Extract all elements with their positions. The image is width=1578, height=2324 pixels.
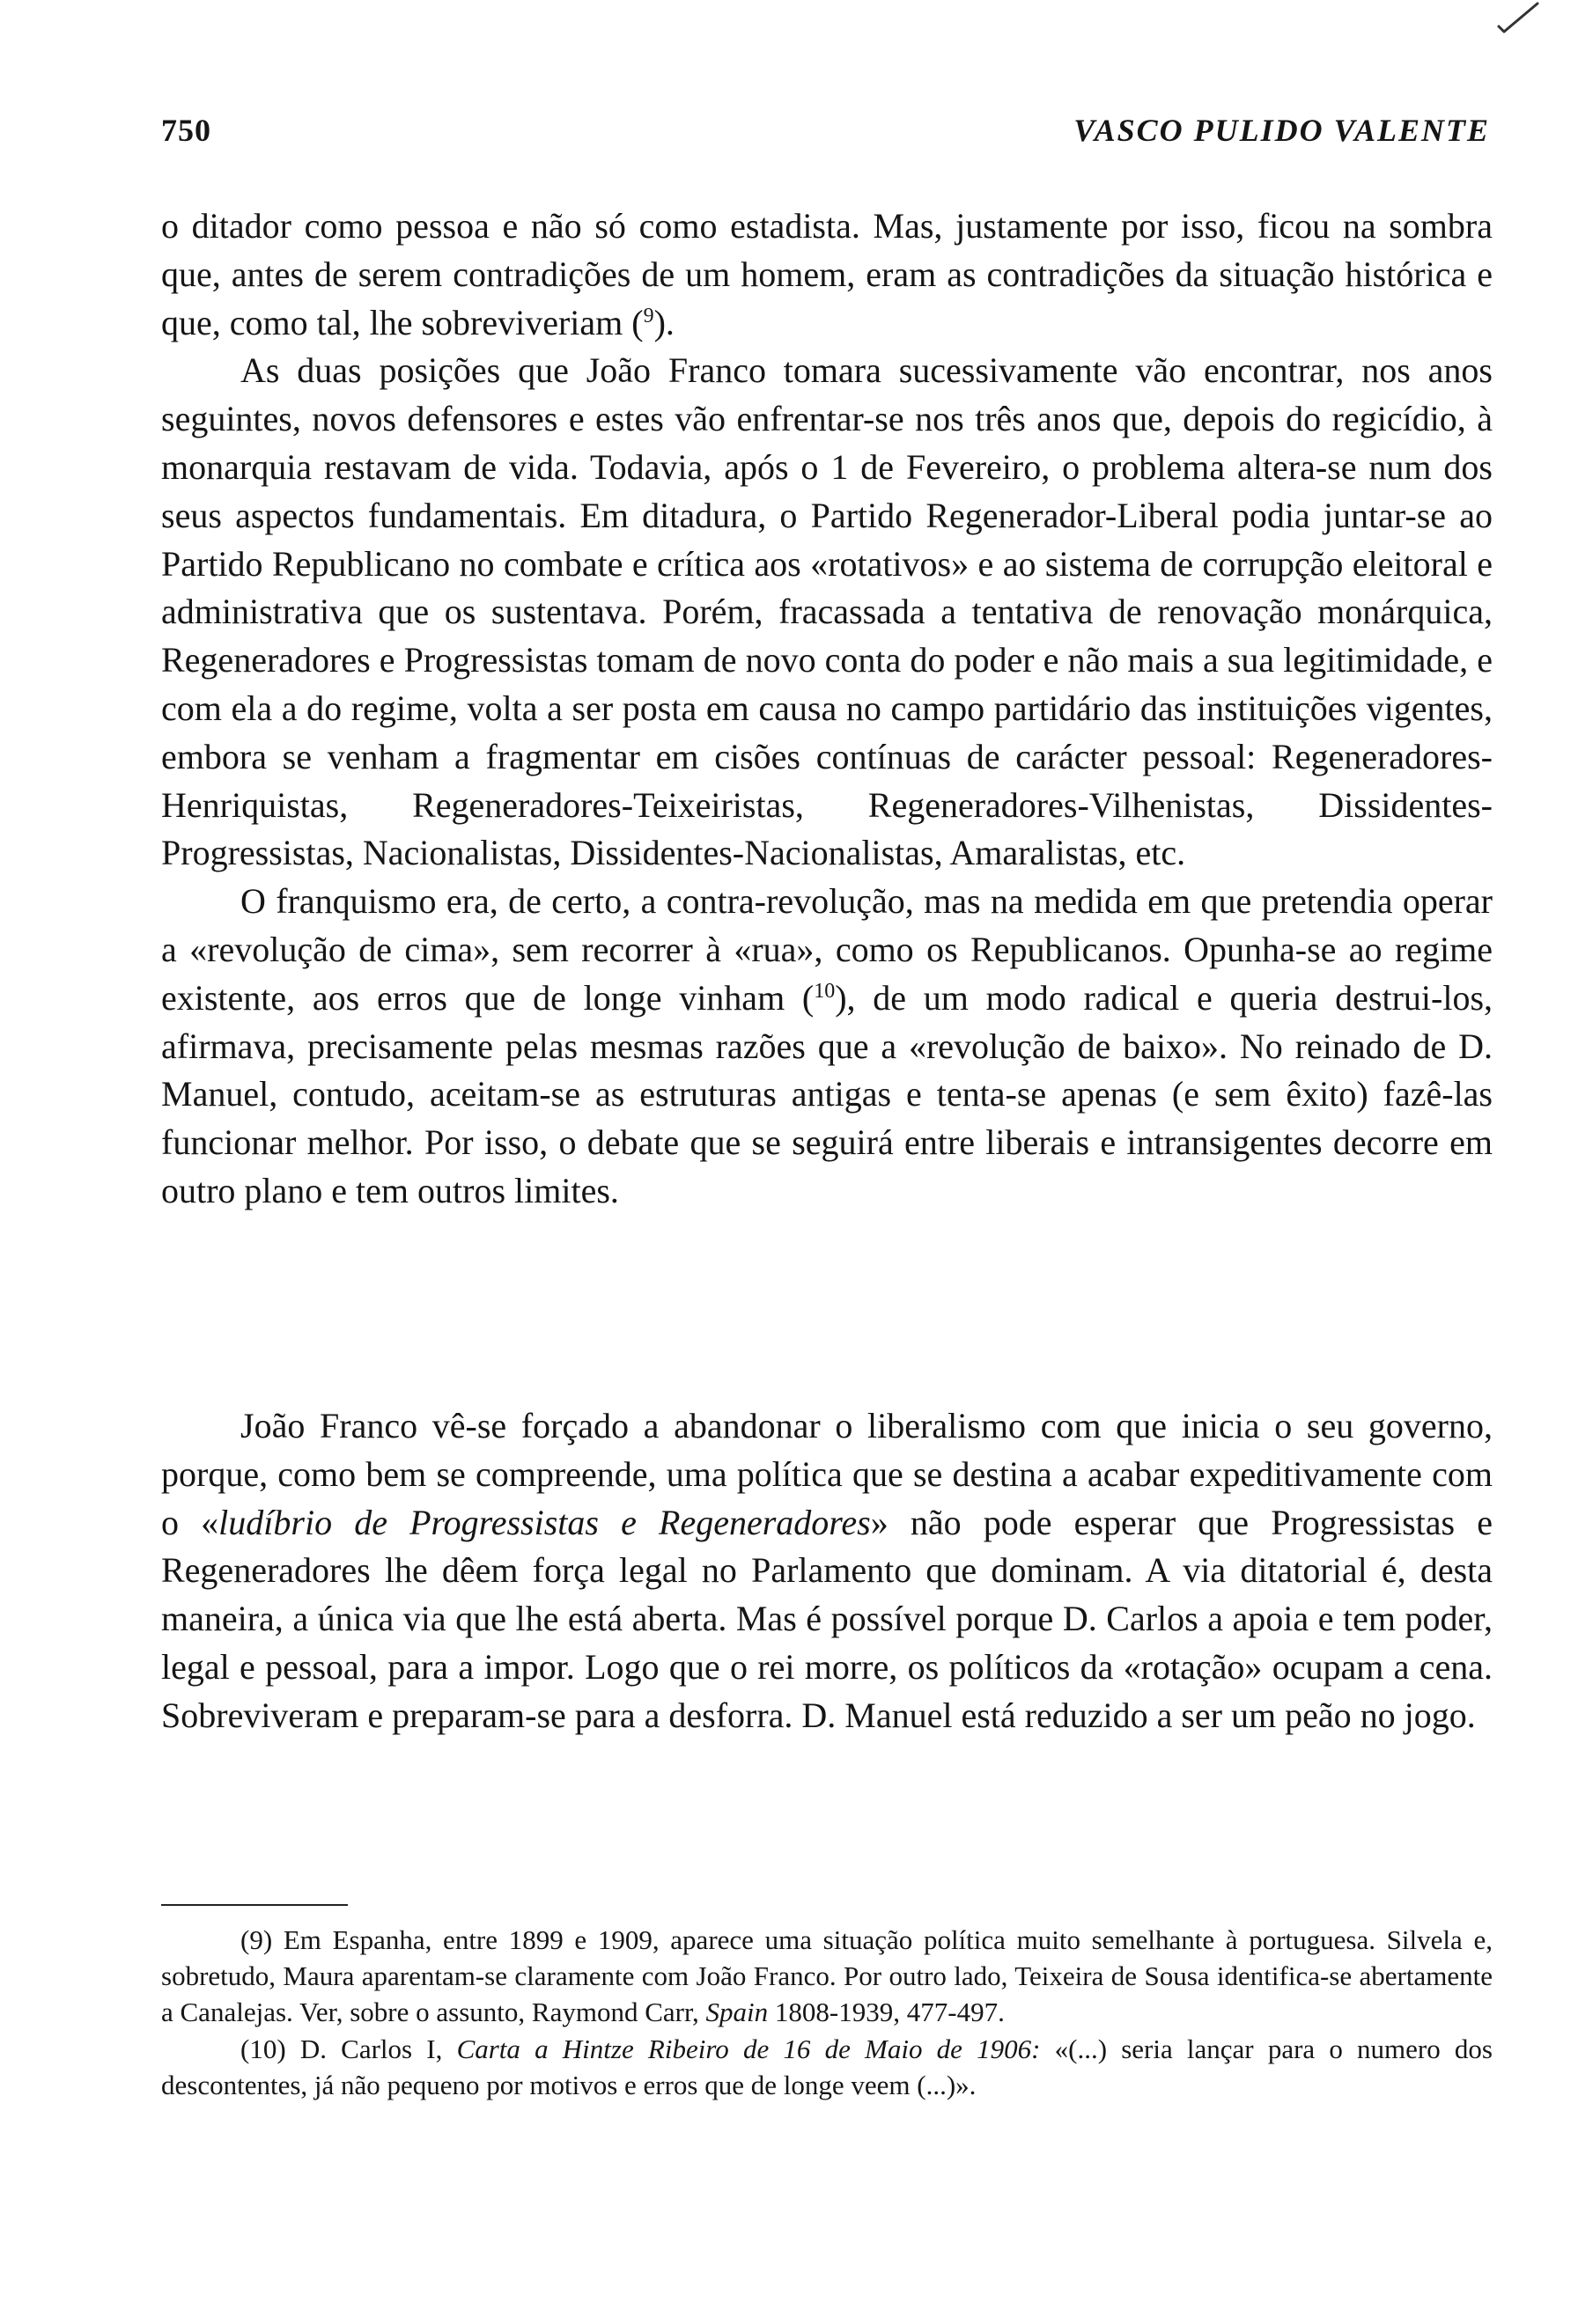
text-run: D. Carlos I, xyxy=(285,2033,457,2064)
text-run: O franquismo era, de certo, a contra-revolução, mas na medida em que pretendia operar a «revolução de cima», sem recorrer à «rua», como os Republicanos. Opunha-se ao regime existente, aos erros que de longe vinham ( xyxy=(161,881,1493,1018)
footnote-separator xyxy=(161,1904,348,1906)
italic-title: Spain xyxy=(705,1997,769,2028)
footnote-9 xyxy=(161,1922,1493,2031)
italic-title: Carta a Hintze Ribeiro de 16 de Maio de 1906: xyxy=(456,2033,1041,2064)
footnote-ref-9: 9 xyxy=(643,304,654,327)
footnote-mark: (10) xyxy=(240,2033,286,2064)
paragraph xyxy=(161,878,1493,1216)
paragraph-continued xyxy=(161,202,1493,347)
body-text-section-1 xyxy=(161,202,1493,1216)
text-run: 1808-1939, 477-497. xyxy=(768,1997,1005,2028)
page-header xyxy=(161,106,1490,155)
text-run: o ditador como pessoa e não só como estadista. Mas, justamente por isso, ficou na sombra que, antes de serem contradições de um homem, eram as contradições da situação histórica e que, como tal, lhe sobreviveriam ( xyxy=(161,206,1493,342)
italic-quote: ludíbrio de Progressistas e Regeneradores xyxy=(218,1502,871,1542)
footnote-mark: (9) xyxy=(240,1924,273,1955)
footnote-10 xyxy=(161,2031,1493,2103)
body-text-section-2 xyxy=(161,1402,1493,1740)
text-run: ). xyxy=(653,302,675,342)
checkmark-icon xyxy=(1492,0,1545,35)
page-number: 750 xyxy=(161,113,211,148)
text-run: Em Espanha, entre 1899 e 1909, aparece uma situação política muito semelhante à portuguesa. Silvela e, sobretudo, Maura aparentam-se claramente com João Franco. Por outro lado, Teixeira de Sousa identifica-se abertamente a Canalejas. Ver, sobre o assunto, Raymond Carr, xyxy=(161,1924,1493,2028)
running-title: VASCO PULIDO VALENTE xyxy=(1073,113,1490,148)
text-run: ), de um modo radical e queria destrui-los, afirmava, precisamente pelas mesmas razões que a «revolução de baixo». No reinado de D. Manuel, contudo, aceitam-se as estruturas antigas e tenta-se apenas (e sem êxito) fazê-las funcionar melhor. Por isso, o debate que se seguirá entre liberais e intransigentes decorre em outro plano e tem outros limites. xyxy=(161,977,1493,1210)
footnotes xyxy=(161,1922,1493,2103)
text-run: João Franco vê-se forçado a abandonar o liberalismo com que inicia o seu governo, porque, como bem se compreende, uma política que se destina a acabar expeditivamente com o « xyxy=(161,1406,1493,1542)
text-run: «(...) seria lançar para o numero dos descontentes, já não pequeno por motivos e erros que de longe veem (...)». xyxy=(161,2033,1493,2100)
paragraph xyxy=(161,1402,1493,1740)
paragraph: As duas posições que João Franco tomara sucessivamente vão encontrar, nos anos seguintes, novos defensores e estes vão enfrentar-se nos três anos que, depois do regicídio, à monarquia restavam de vida. Todavia, após o 1 de Fevereiro, o problema altera-se num dos seus aspectos fundamentais. Em ditadura, o Partido Regenerador-Liberal podia juntar-se ao Partido Republicano no combate e crítica aos «rotativos» e ao sistema de corrupção eleitoral e administrativa que os sustentava. Porém, fracassada a tentativa de renovação monárquica, Regeneradores e Progressistas tomam de novo conta do poder e não mais a sua legitimidade, e com ela a do regime, volta a ser posta em causa no campo partidário das instituições vigentes, embora se venham a fragmentar em cisões contínuas de carácter pessoal: Regeneradores-Henriquistas, Regeneradores-Teixeiristas, Regeneradores-Vilhenistas, Dissidentes-Progressistas, Nacionalistas, Dissidentes-Nacionalistas, Amaralistas, etc. xyxy=(161,350,1493,873)
text-run: » não pode esperar que Progressistas e Regeneradores lhe dêem força legal no Parlamento que dominam. A via ditatorial é, desta maneira, a única via que lhe está aberta. Mas é possível porque D. Carlos a apoia e tem poder, legal e pessoal, para a impor. Logo que o rei morre, os políticos da «rotação» ocupam a cena. Sobreviveram e preparam-se para a desforra. D. Manuel está reduzido a ser um peão no jogo. xyxy=(161,1502,1493,1735)
footnote-ref-10: 10 xyxy=(814,979,836,1003)
